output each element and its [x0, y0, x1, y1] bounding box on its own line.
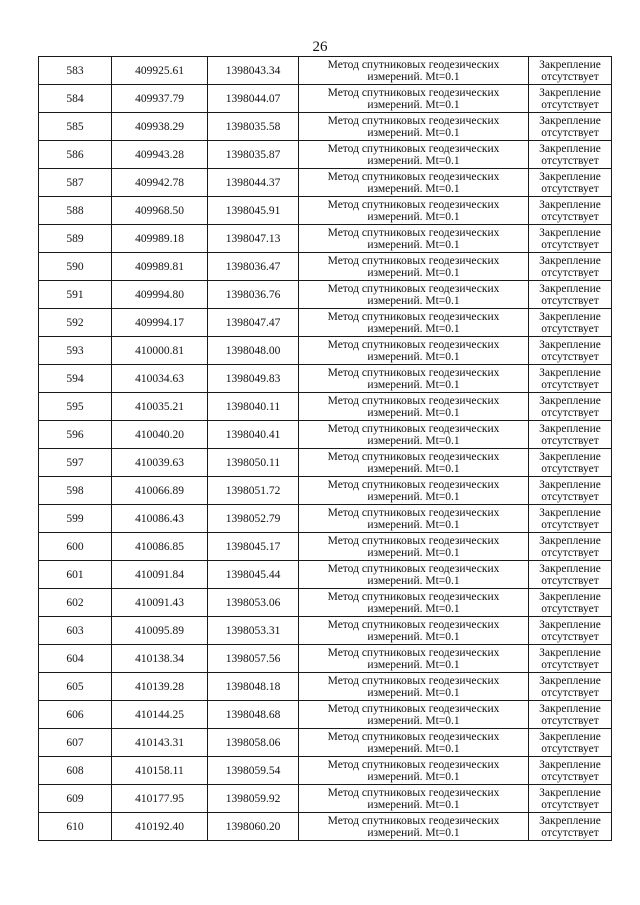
fixation-cell [529, 141, 612, 169]
table-row [39, 393, 612, 421]
method-cell-line-1: Метод спутниковых геодезических [327, 506, 500, 519]
method-cell-line-2: измерений. Mt=0.1 [367, 154, 460, 167]
x-coordinate-cell: 410040.20 [112, 421, 208, 449]
point-number-cell: 596 [39, 421, 112, 449]
x-coordinate-cell: 410143.31 [112, 729, 208, 757]
method-cell-line-2: измерений. Mt=0.1 [367, 322, 460, 335]
y-coordinate-cell: 1398036.76 [208, 281, 299, 309]
table-body [39, 57, 612, 841]
method-cell-line-1: Метод спутниковых геодезических [327, 310, 500, 323]
y-coordinate-cell: 1398047.13 [208, 225, 299, 253]
method-cell-line-2: измерений. Mt=0.1 [367, 630, 460, 643]
method-cell [299, 785, 529, 813]
y-coordinate-cell: 1398044.37 [208, 169, 299, 197]
x-coordinate-cell: 410086.85 [112, 533, 208, 561]
y-coordinate-cell: 1398053.31 [208, 617, 299, 645]
fixation-cell-line-1: Закрепление [539, 814, 601, 827]
method-cell-line-1: Метод спутниковых геодезических [327, 338, 500, 351]
fixation-cell-line-2: отсутствует [541, 350, 599, 363]
method-cell-line-2: измерений. Mt=0.1 [367, 602, 460, 615]
method-cell-line-2: измерений. Mt=0.1 [367, 126, 460, 139]
fixation-cell [529, 729, 612, 757]
x-coordinate-cell: 410035.21 [112, 393, 208, 421]
fixation-cell-line-2: отсутствует [541, 154, 599, 167]
table-row [39, 729, 612, 757]
fixation-cell [529, 225, 612, 253]
method-cell [299, 225, 529, 253]
method-cell [299, 589, 529, 617]
table-row [39, 253, 612, 281]
method-cell-line-1: Метод спутниковых геодезических [327, 450, 500, 463]
point-number-cell: 592 [39, 309, 112, 337]
fixation-cell-line-2: отсутствует [541, 686, 599, 699]
fixation-cell-line-2: отсутствует [541, 490, 599, 503]
table-row [39, 785, 612, 813]
fixation-cell-line-1: Закрепление [539, 86, 601, 99]
method-cell-line-2: измерений. Mt=0.1 [367, 406, 460, 419]
fixation-cell [529, 701, 612, 729]
method-cell-line-2: измерений. Mt=0.1 [367, 798, 460, 811]
fixation-cell [529, 533, 612, 561]
method-cell-line-1: Метод спутниковых геодезических [327, 758, 500, 771]
fixation-cell [529, 477, 612, 505]
method-cell-line-2: измерений. Mt=0.1 [367, 350, 460, 363]
x-coordinate-cell: 410158.11 [112, 757, 208, 785]
table-row [39, 421, 612, 449]
method-cell-line-2: измерений. Mt=0.1 [367, 294, 460, 307]
point-number-cell: 609 [39, 785, 112, 813]
y-coordinate-cell: 1398053.06 [208, 589, 299, 617]
method-cell [299, 617, 529, 645]
method-cell-line-2: измерений. Mt=0.1 [367, 70, 460, 83]
point-number-cell: 610 [39, 813, 112, 841]
table-row [39, 561, 612, 589]
fixation-cell-line-1: Закрепление [539, 618, 601, 631]
y-coordinate-cell: 1398051.72 [208, 477, 299, 505]
method-cell-line-1: Метод спутниковых геодезических [327, 142, 500, 155]
fixation-cell-line-1: Закрепление [539, 450, 601, 463]
method-cell [299, 169, 529, 197]
y-coordinate-cell: 1398036.47 [208, 253, 299, 281]
fixation-cell [529, 757, 612, 785]
method-cell [299, 421, 529, 449]
method-cell [299, 813, 529, 841]
x-coordinate-cell: 410091.84 [112, 561, 208, 589]
method-cell [299, 253, 529, 281]
fixation-cell-line-1: Закрепление [539, 142, 601, 155]
x-coordinate-cell: 410000.81 [112, 337, 208, 365]
x-coordinate-cell: 410095.89 [112, 617, 208, 645]
point-number-cell: 588 [39, 197, 112, 225]
method-cell [299, 729, 529, 757]
method-cell-line-2: измерений. Mt=0.1 [367, 182, 460, 195]
method-cell-line-2: измерений. Mt=0.1 [367, 742, 460, 755]
table-row [39, 813, 612, 841]
fixation-cell-line-1: Закрепление [539, 198, 601, 211]
fixation-cell-line-2: отсутствует [541, 406, 599, 419]
method-cell-line-1: Метод спутниковых геодезических [327, 478, 500, 491]
fixation-cell-line-2: отсутствует [541, 518, 599, 531]
y-coordinate-cell: 1398035.58 [208, 113, 299, 141]
point-number-cell: 594 [39, 365, 112, 393]
table-row [39, 141, 612, 169]
point-number-cell: 587 [39, 169, 112, 197]
method-cell-line-1: Метод спутниковых геодезических [327, 618, 500, 631]
method-cell [299, 57, 529, 85]
point-number-cell: 602 [39, 589, 112, 617]
x-coordinate-cell: 409938.29 [112, 113, 208, 141]
fixation-cell-line-2: отсутствует [541, 798, 599, 811]
method-cell-line-1: Метод спутниковых геодезических [327, 786, 500, 799]
x-coordinate-cell: 410139.28 [112, 673, 208, 701]
method-cell-line-1: Метод спутниковых геодезических [327, 674, 500, 687]
method-cell [299, 701, 529, 729]
method-cell-line-2: измерений. Mt=0.1 [367, 98, 460, 111]
fixation-cell-line-2: отсутствует [541, 546, 599, 559]
x-coordinate-cell: 410086.43 [112, 505, 208, 533]
fixation-cell-line-1: Закрепление [539, 338, 601, 351]
method-cell-line-2: измерений. Mt=0.1 [367, 238, 460, 251]
method-cell [299, 505, 529, 533]
fixation-cell-line-2: отсутствует [541, 574, 599, 587]
fixation-cell-line-1: Закрепление [539, 170, 601, 183]
method-cell [299, 561, 529, 589]
method-cell [299, 645, 529, 673]
method-cell-line-1: Метод спутниковых геодезических [327, 730, 500, 743]
fixation-cell-line-1: Закрепление [539, 310, 601, 323]
method-cell [299, 533, 529, 561]
y-coordinate-cell: 1398049.83 [208, 365, 299, 393]
fixation-cell [529, 813, 612, 841]
method-cell-line-2: измерений. Mt=0.1 [367, 770, 460, 783]
fixation-cell-line-1: Закрепление [539, 534, 601, 547]
y-coordinate-cell: 1398045.44 [208, 561, 299, 589]
method-cell-line-2: измерений. Mt=0.1 [367, 714, 460, 727]
point-number-cell: 585 [39, 113, 112, 141]
fixation-cell-line-1: Закрепление [539, 478, 601, 491]
fixation-cell-line-2: отсутствует [541, 70, 599, 83]
method-cell [299, 281, 529, 309]
point-number-cell: 608 [39, 757, 112, 785]
method-cell-line-1: Метод спутниковых геодезических [327, 114, 500, 127]
fixation-cell [529, 617, 612, 645]
table-row [39, 57, 612, 85]
fixation-cell [529, 365, 612, 393]
point-number-cell: 595 [39, 393, 112, 421]
fixation-cell [529, 561, 612, 589]
fixation-cell-line-1: Закрепление [539, 702, 601, 715]
fixation-cell-line-2: отсутствует [541, 658, 599, 671]
method-cell-line-1: Метод спутниковых геодезических [327, 254, 500, 267]
point-number-cell: 586 [39, 141, 112, 169]
method-cell [299, 365, 529, 393]
table-row [39, 281, 612, 309]
fixation-cell-line-1: Закрепление [539, 254, 601, 267]
method-cell-line-2: измерений. Mt=0.1 [367, 434, 460, 447]
method-cell-line-2: измерений. Mt=0.1 [367, 686, 460, 699]
method-cell-line-1: Метод спутниковых геодезических [327, 58, 500, 71]
y-coordinate-cell: 1398059.54 [208, 757, 299, 785]
fixation-cell [529, 393, 612, 421]
table-row [39, 645, 612, 673]
point-number-cell: 606 [39, 701, 112, 729]
fixation-cell-line-2: отсутствует [541, 266, 599, 279]
method-cell-line-2: измерений. Mt=0.1 [367, 518, 460, 531]
x-coordinate-cell: 409937.79 [112, 85, 208, 113]
point-number-cell: 591 [39, 281, 112, 309]
point-number-cell: 607 [39, 729, 112, 757]
point-number-cell: 599 [39, 505, 112, 533]
x-coordinate-cell: 409989.18 [112, 225, 208, 253]
fixation-cell [529, 645, 612, 673]
method-cell [299, 141, 529, 169]
fixation-cell-line-2: отсутствует [541, 378, 599, 391]
method-cell-line-2: измерений. Mt=0.1 [367, 490, 460, 503]
method-cell-line-1: Метод спутниковых геодезических [327, 646, 500, 659]
fixation-cell-line-2: отсутствует [541, 714, 599, 727]
fixation-cell [529, 113, 612, 141]
fixation-cell-line-2: отсутствует [541, 98, 599, 111]
fixation-cell-line-1: Закрепление [539, 366, 601, 379]
fixation-cell-line-2: отсутствует [541, 462, 599, 475]
x-coordinate-cell: 410066.89 [112, 477, 208, 505]
method-cell-line-2: измерений. Mt=0.1 [367, 826, 460, 839]
y-coordinate-cell: 1398048.68 [208, 701, 299, 729]
table-row [39, 505, 612, 533]
fixation-cell-line-2: отсутствует [541, 742, 599, 755]
fixation-cell [529, 785, 612, 813]
point-number-cell: 593 [39, 337, 112, 365]
x-coordinate-cell: 409925.61 [112, 57, 208, 85]
fixation-cell-line-1: Закрепление [539, 674, 601, 687]
point-number-cell: 597 [39, 449, 112, 477]
method-cell-line-1: Метод спутниковых геодезических [327, 282, 500, 295]
point-number-cell: 605 [39, 673, 112, 701]
y-coordinate-cell: 1398057.56 [208, 645, 299, 673]
x-coordinate-cell: 409968.50 [112, 197, 208, 225]
point-number-cell: 603 [39, 617, 112, 645]
table-row [39, 449, 612, 477]
fixation-cell-line-2: отсутствует [541, 770, 599, 783]
fixation-cell-line-1: Закрепление [539, 394, 601, 407]
fixation-cell [529, 505, 612, 533]
fixation-cell [529, 673, 612, 701]
method-cell-line-2: измерений. Mt=0.1 [367, 210, 460, 223]
method-cell [299, 393, 529, 421]
table-row [39, 169, 612, 197]
fixation-cell [529, 57, 612, 85]
x-coordinate-cell: 410144.25 [112, 701, 208, 729]
fixation-cell-line-1: Закрепление [539, 786, 601, 799]
method-cell-line-2: измерений. Mt=0.1 [367, 378, 460, 391]
fixation-cell-line-1: Закрепление [539, 58, 601, 71]
method-cell-line-2: измерений. Mt=0.1 [367, 658, 460, 671]
y-coordinate-cell: 1398052.79 [208, 505, 299, 533]
point-number-cell: 604 [39, 645, 112, 673]
x-coordinate-cell: 410177.95 [112, 785, 208, 813]
method-cell-line-1: Метод спутниковых геодезических [327, 198, 500, 211]
x-coordinate-cell: 409942.78 [112, 169, 208, 197]
fixation-cell [529, 85, 612, 113]
fixation-cell-line-2: отсутствует [541, 210, 599, 223]
point-number-cell: 583 [39, 57, 112, 85]
point-number-cell: 590 [39, 253, 112, 281]
fixation-cell-line-1: Закрепление [539, 282, 601, 295]
x-coordinate-cell: 409994.17 [112, 309, 208, 337]
y-coordinate-cell: 1398040.41 [208, 421, 299, 449]
y-coordinate-cell: 1398047.47 [208, 309, 299, 337]
y-coordinate-cell: 1398048.00 [208, 337, 299, 365]
fixation-cell-line-1: Закрепление [539, 562, 601, 575]
point-number-cell: 584 [39, 85, 112, 113]
method-cell-line-1: Метод спутниковых геодезических [327, 814, 500, 827]
method-cell-line-1: Метод спутниковых геодезических [327, 422, 500, 435]
fixation-cell [529, 169, 612, 197]
x-coordinate-cell: 410034.63 [112, 365, 208, 393]
table-row [39, 617, 612, 645]
method-cell-line-2: измерений. Mt=0.1 [367, 574, 460, 587]
method-cell-line-1: Метод спутниковых геодезических [327, 86, 500, 99]
method-cell [299, 477, 529, 505]
fixation-cell [529, 309, 612, 337]
method-cell [299, 309, 529, 337]
y-coordinate-cell: 1398043.34 [208, 57, 299, 85]
method-cell-line-1: Метод спутниковых геодезических [327, 226, 500, 239]
fixation-cell-line-1: Закрепление [539, 114, 601, 127]
table-row [39, 225, 612, 253]
fixation-cell-line-2: отсутствует [541, 182, 599, 195]
x-coordinate-cell: 409989.81 [112, 253, 208, 281]
table-row [39, 533, 612, 561]
point-number-cell: 589 [39, 225, 112, 253]
fixation-cell [529, 589, 612, 617]
x-coordinate-cell: 410091.43 [112, 589, 208, 617]
x-coordinate-cell: 410138.34 [112, 645, 208, 673]
fixation-cell [529, 449, 612, 477]
y-coordinate-cell: 1398048.18 [208, 673, 299, 701]
method-cell-line-1: Метод спутниковых геодезических [327, 702, 500, 715]
x-coordinate-cell: 409994.80 [112, 281, 208, 309]
fixation-cell-line-1: Закрепление [539, 646, 601, 659]
x-coordinate-cell: 410039.63 [112, 449, 208, 477]
fixation-cell [529, 337, 612, 365]
fixation-cell-line-1: Закрепление [539, 422, 601, 435]
fixation-cell-line-1: Закрепление [539, 590, 601, 603]
method-cell [299, 757, 529, 785]
fixation-cell [529, 253, 612, 281]
method-cell [299, 673, 529, 701]
fixation-cell-line-2: отсутствует [541, 322, 599, 335]
method-cell-line-2: измерений. Mt=0.1 [367, 266, 460, 279]
method-cell-line-1: Метод спутниковых геодезических [327, 366, 500, 379]
method-cell [299, 113, 529, 141]
method-cell-line-2: измерений. Mt=0.1 [367, 546, 460, 559]
y-coordinate-cell: 1398040.11 [208, 393, 299, 421]
method-cell-line-1: Метод спутниковых геодезических [327, 590, 500, 603]
table-row [39, 197, 612, 225]
fixation-cell-line-2: отсутствует [541, 434, 599, 447]
fixation-cell [529, 421, 612, 449]
point-number-cell: 600 [39, 533, 112, 561]
fixation-cell-line-2: отсутствует [541, 630, 599, 643]
page-number: 26 [312, 39, 328, 55]
table-row [39, 757, 612, 785]
y-coordinate-cell: 1398044.07 [208, 85, 299, 113]
method-cell-line-1: Метод спутниковых геодезических [327, 394, 500, 407]
coordinates-table [38, 56, 612, 841]
method-cell-line-2: измерений. Mt=0.1 [367, 462, 460, 475]
fixation-cell-line-1: Закрепление [539, 226, 601, 239]
table-row [39, 337, 612, 365]
point-number-cell: 601 [39, 561, 112, 589]
fixation-cell-line-2: отсутствует [541, 126, 599, 139]
table-row [39, 477, 612, 505]
fixation-cell [529, 281, 612, 309]
fixation-cell-line-2: отсутствует [541, 602, 599, 615]
y-coordinate-cell: 1398045.17 [208, 533, 299, 561]
y-coordinate-cell: 1398058.06 [208, 729, 299, 757]
y-coordinate-cell: 1398059.92 [208, 785, 299, 813]
table-row [39, 673, 612, 701]
table-row [39, 85, 612, 113]
method-cell [299, 449, 529, 477]
fixation-cell-line-1: Закрепление [539, 506, 601, 519]
table-row [39, 365, 612, 393]
fixation-cell [529, 197, 612, 225]
fixation-cell-line-1: Закрепление [539, 758, 601, 771]
table-row [39, 113, 612, 141]
table-row [39, 309, 612, 337]
fixation-cell-line-2: отсутствует [541, 826, 599, 839]
point-number-cell: 598 [39, 477, 112, 505]
y-coordinate-cell: 1398035.87 [208, 141, 299, 169]
x-coordinate-cell: 409943.28 [112, 141, 208, 169]
method-cell-line-1: Метод спутниковых геодезических [327, 170, 500, 183]
method-cell [299, 197, 529, 225]
y-coordinate-cell: 1398045.91 [208, 197, 299, 225]
x-coordinate-cell: 410192.40 [112, 813, 208, 841]
method-cell-line-1: Метод спутниковых геодезических [327, 534, 500, 547]
y-coordinate-cell: 1398050.11 [208, 449, 299, 477]
fixation-cell-line-2: отсутствует [541, 294, 599, 307]
table-row [39, 701, 612, 729]
table-row [39, 589, 612, 617]
method-cell [299, 85, 529, 113]
fixation-cell-line-2: отсутствует [541, 238, 599, 251]
fixation-cell-line-1: Закрепление [539, 730, 601, 743]
method-cell-line-1: Метод спутниковых геодезических [327, 562, 500, 575]
method-cell [299, 337, 529, 365]
y-coordinate-cell: 1398060.20 [208, 813, 299, 841]
